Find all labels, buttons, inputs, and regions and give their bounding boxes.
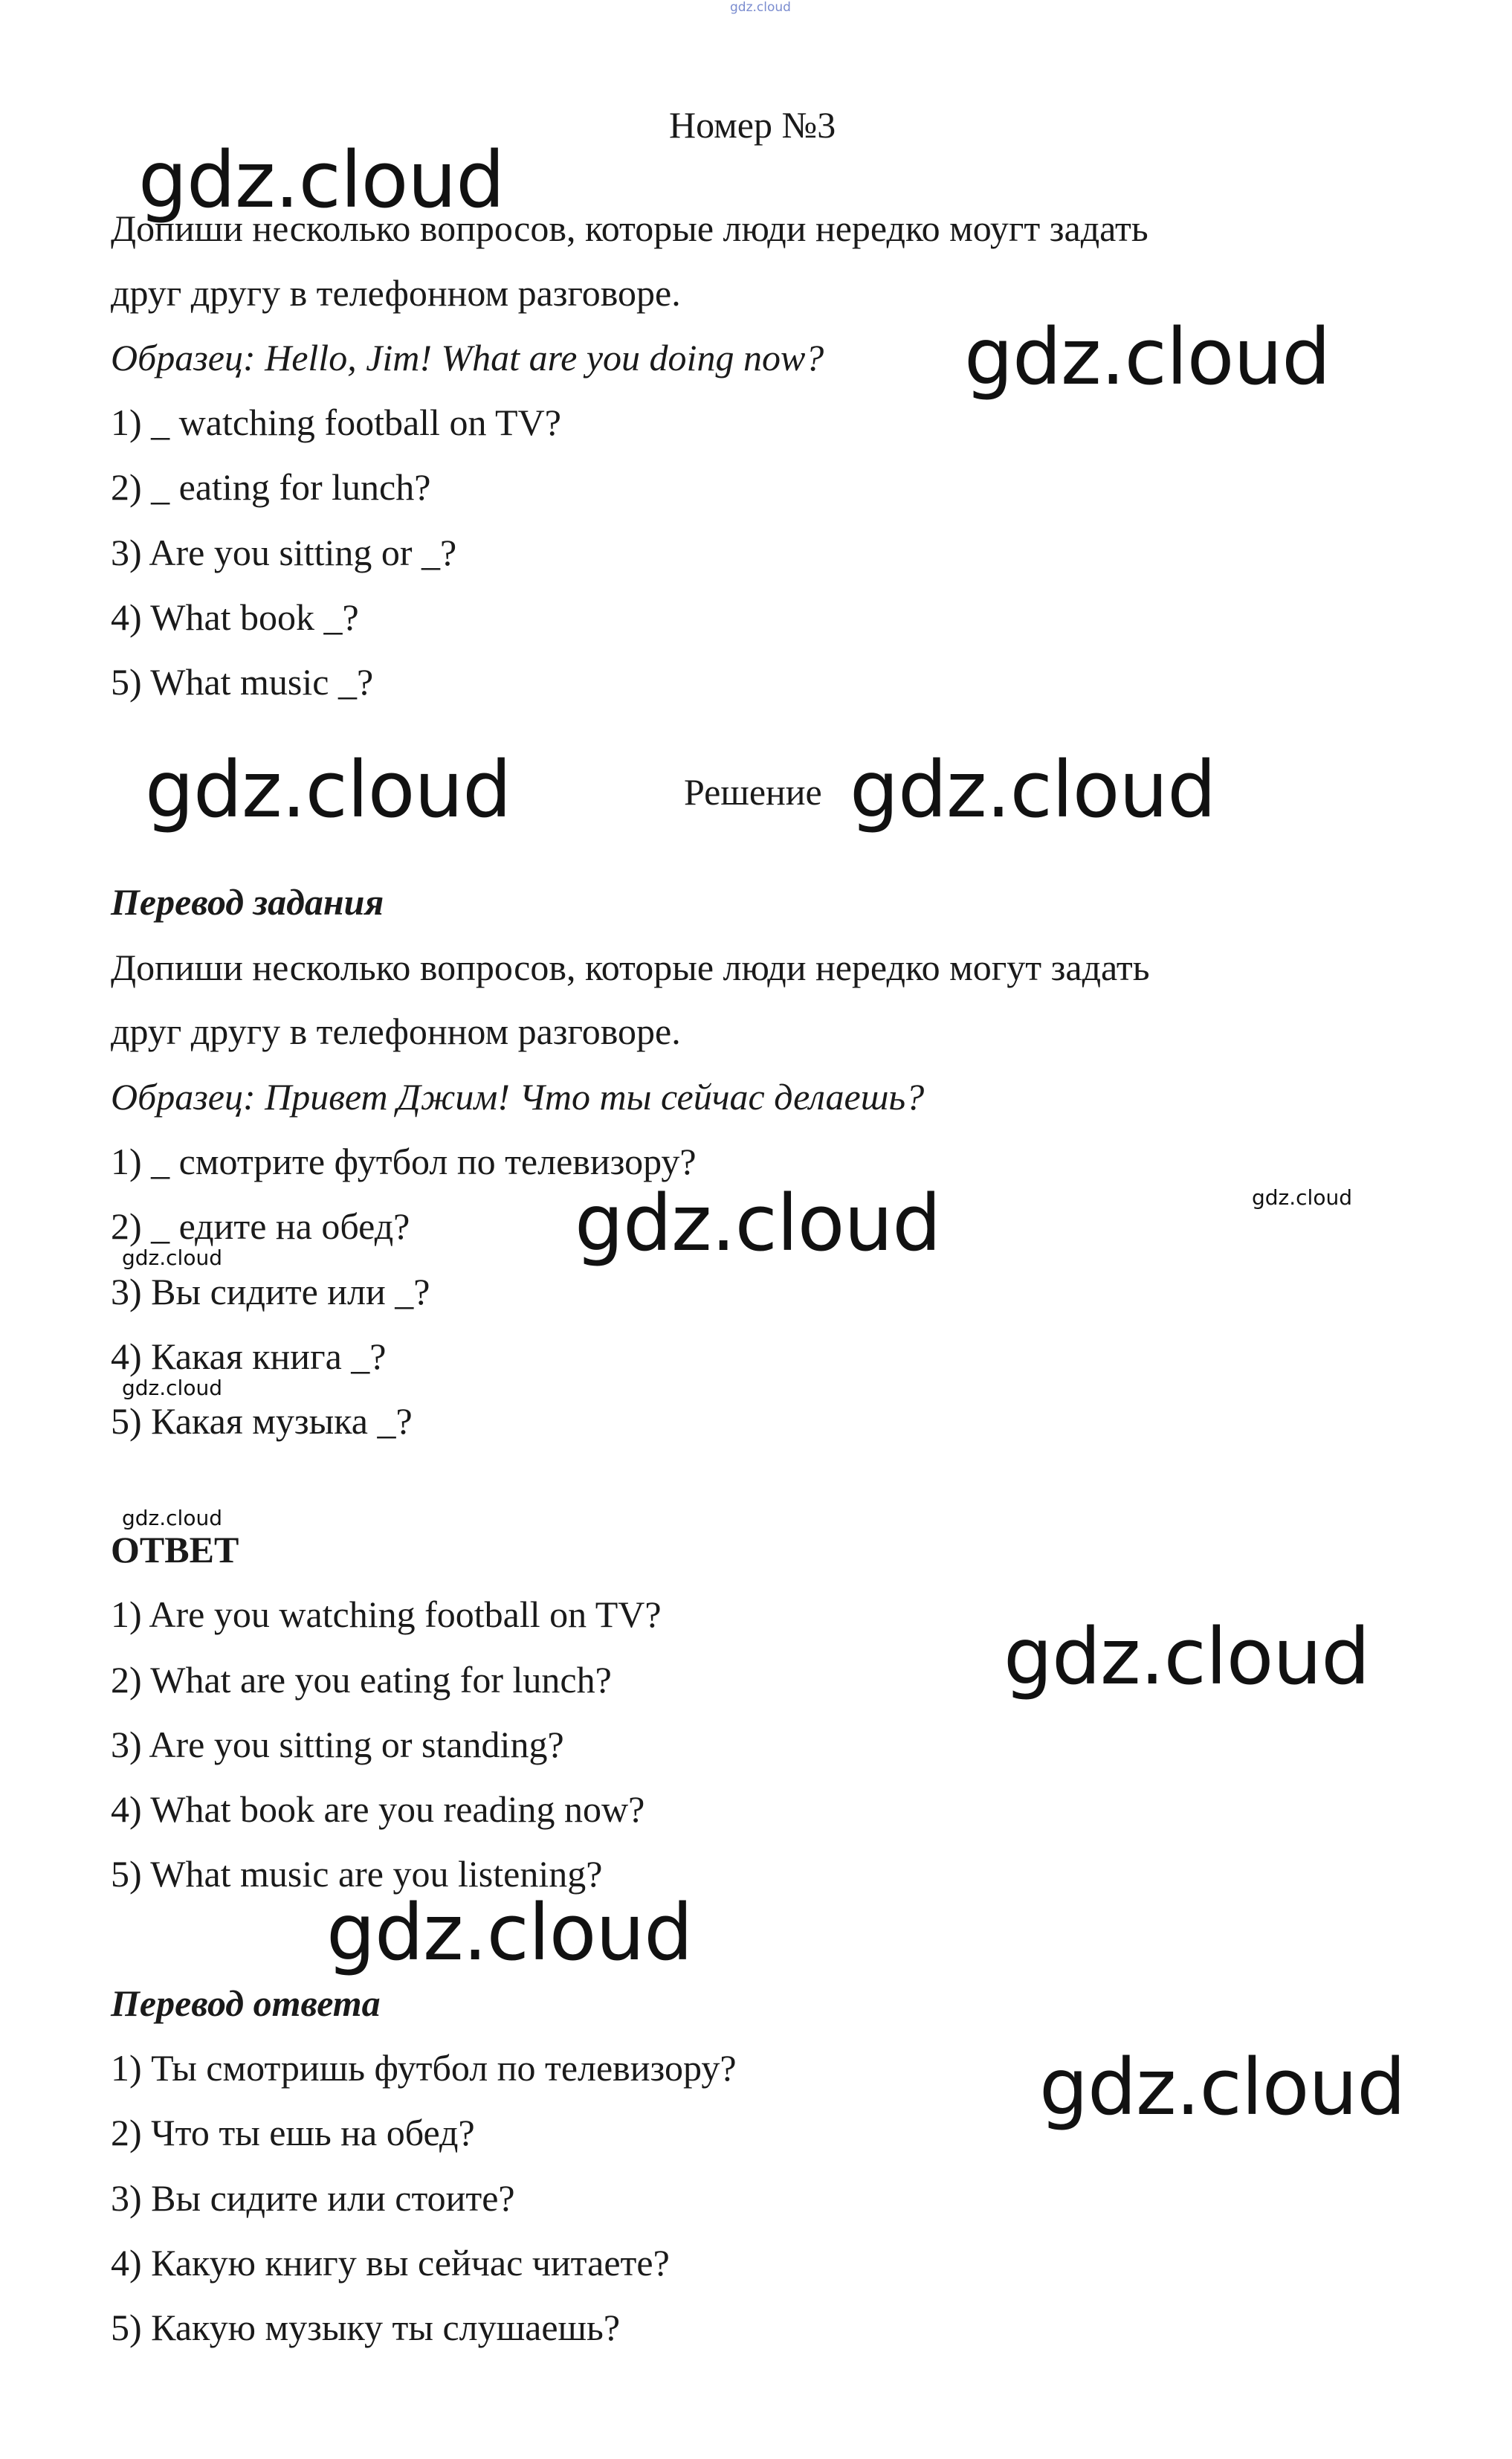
answer-translation-item: 1) Ты смотришь футбол по телевизору? [111, 2047, 737, 2089]
watermark: gdz.cloud [122, 1506, 222, 1530]
task-translation-line-1: Допиши несколько вопросов, которые люди нередко могут задать [111, 947, 1150, 988]
watermark: gdz.cloud [145, 744, 511, 835]
task-translation-item: 5) Какая музыка _? [111, 1400, 413, 1442]
watermark: gdz.cloud [1004, 1611, 1370, 1702]
solution-label: Решение [684, 771, 822, 813]
task-translation-item: 1) _ смотрите футбол по телевизору? [111, 1141, 697, 1182]
watermark: gdz.cloud [326, 1887, 693, 1978]
answer-translation-item: 4) Какую книгу вы сейчас читаете? [111, 2242, 670, 2284]
watermark: gdz.cloud [122, 1376, 222, 1400]
answer-heading: ОТВЕТ [111, 1529, 239, 1570]
watermark: gdz.cloud [138, 135, 505, 225]
task-item: 1) _ watching football on TV? [111, 402, 561, 443]
watermark: gdz.cloud [575, 1178, 941, 1269]
page-title: Номер №3 [669, 104, 836, 146]
watermark: gdz.cloud [964, 312, 1331, 402]
watermark: gdz.cloud [1039, 2042, 1406, 2133]
answer-translation-heading: Перевод ответа [111, 1982, 381, 2024]
task-item: 4) What book _? [111, 596, 359, 638]
answer-item: 4) What book are you reading now? [111, 1788, 645, 1830]
answer-translation-item: 2) Что ты ешь на обед? [111, 2112, 475, 2153]
answer-translation-item: 3) Вы сидите или стоите? [111, 2177, 515, 2219]
answer-item: 5) What music are you listening? [111, 1853, 603, 1895]
answer-item: 1) Are you watching football on TV? [111, 1593, 662, 1635]
task-translation-heading: Перевод задания [111, 881, 384, 923]
task-item: 3) Are you sitting or _? [111, 532, 457, 573]
task-item: 5) What music _? [111, 661, 374, 703]
task-sample: Образец: Hello, Jim! What are you doing now? [111, 337, 824, 378]
task-translation-item: 2) _ едите на обед? [111, 1205, 410, 1247]
task-line-2: друг другу в телефонном разговоре. [111, 272, 681, 314]
answer-item: 3) Are you sitting or standing? [111, 1724, 564, 1765]
answer-translation-item: 5) Какую музыку ты слушаешь? [111, 2307, 621, 2348]
top-watermark: gdz.cloud [730, 0, 791, 15]
task-item: 2) _ eating for lunch? [111, 466, 431, 508]
task-translation-item: 3) Вы сидите или _? [111, 1271, 430, 1312]
answer-item: 2) What are you eating for lunch? [111, 1659, 612, 1701]
task-translation-sample: Образец: Привет Джим! Что ты сейчас делаешь? [111, 1076, 925, 1118]
watermark: gdz.cloud [1252, 1185, 1352, 1210]
watermark: gdz.cloud [850, 744, 1216, 835]
watermark: gdz.cloud [122, 1245, 222, 1270]
task-line-1: Допиши несколько вопросов, которые люди нередко моугт задать [111, 207, 1148, 249]
task-translation-item: 4) Какая книга _? [111, 1335, 387, 1377]
task-translation-line-2: друг другу в телефонном разговоре. [111, 1011, 681, 1052]
